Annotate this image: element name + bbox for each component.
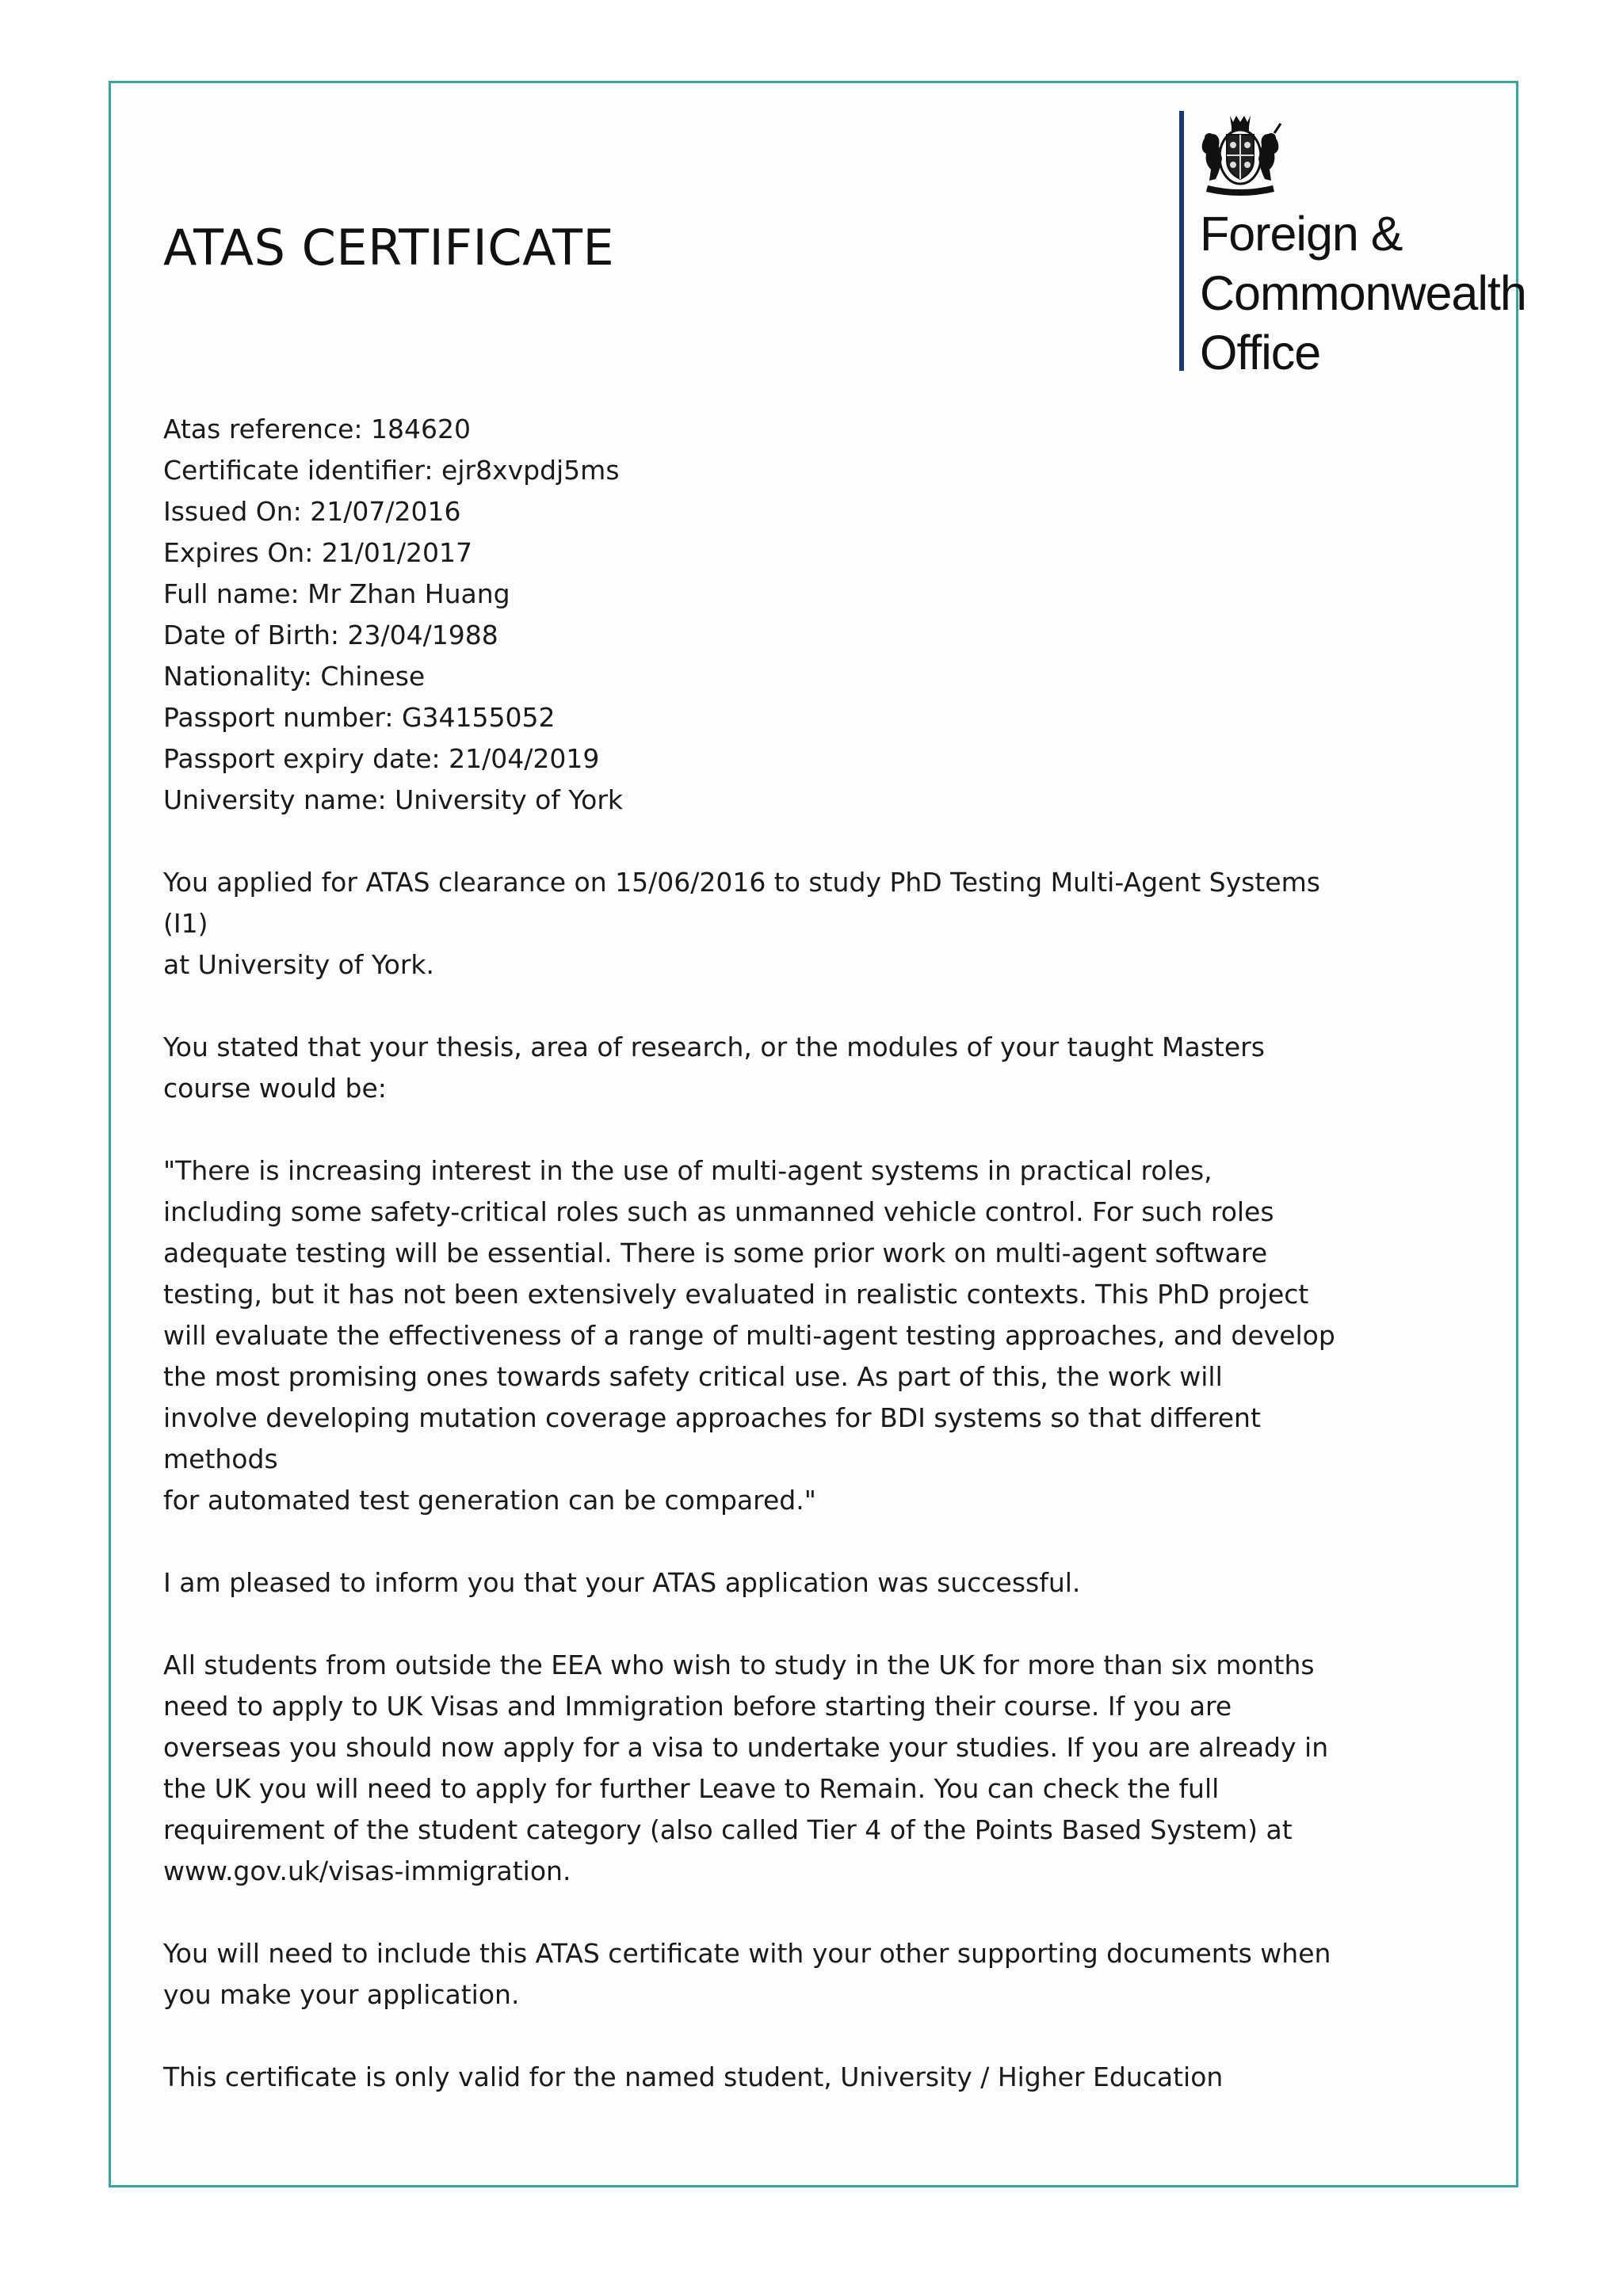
expires-on: Expires On: 21/01/2017 xyxy=(163,537,473,568)
research-statement-intro: You stated that your thesis, area of research, or the modules of your taught Masters course would be: xyxy=(163,1032,1265,1104)
logo-line-2: Commonwealth xyxy=(1200,266,1526,320)
logo-wordmark xyxy=(1200,204,1526,383)
validity-note: This certificate is only valid for the named student, University / Higher Education xyxy=(163,2061,1224,2092)
research-quote: "There is increasing interest in the use of multi-agent systems in practical roles, including some safety-critical roles such as unmanned vehicle control. For such roles adequate testing will be essential. There is some prior work on multi-agent software testing, but it has not been extensively evaluated in realistic contexts. This PhD project will evaluate the effectiveness of a range of multi-agent testing approaches, and develop the most promising ones towards safety critical use. As part of this, the work will involve developing mutation coverage approaches for BDI systems so that different methods for automated test generation can be compared." xyxy=(163,1155,1335,1516)
fco-logo xyxy=(1179,111,1526,379)
applicant-details xyxy=(163,409,1352,821)
full-name: Full name: Mr Zhan Huang xyxy=(163,578,510,609)
certificate-body xyxy=(163,409,1352,2098)
visa-guidance: All students from outside the EEA who wish to study in the UK for more than six months need to apply to UK Visas and Immigration before starting their course. If you are overseas you should now apply for a visa to undertake your studies. If you are already in the UK you will need to apply for further Leave to Remain. You can check the full requirement of the student category (also called Tier 4 of the Points Based System) at www.gov.uk/visas-immigration. xyxy=(163,1650,1329,1886)
issued-on: Issued On: 21/07/2016 xyxy=(163,496,461,527)
include-certificate-note: You will need to include this ATAS certificate with your other supporting documents when you make your application. xyxy=(163,1938,1331,2010)
passport-expiry-date: Passport expiry date: 21/04/2019 xyxy=(163,743,600,774)
certificate-identifier: Certificate identifier: ejr8xvpdj5ms xyxy=(163,455,620,486)
logo-line-3: Office xyxy=(1200,326,1321,379)
passport-number: Passport number: G34155052 xyxy=(163,702,556,733)
logo-divider-bar xyxy=(1179,111,1184,371)
royal-coat-of-arms-icon xyxy=(1197,111,1284,198)
date-of-birth: Date of Birth: 23/04/1988 xyxy=(163,620,498,650)
page-title: ATAS CERTIFICATE xyxy=(163,219,615,277)
application-paragraph: You applied for ATAS clearance on 15/06/2016 to study PhD Testing Multi-Agent Systems (I1) at University of York. xyxy=(163,867,1320,980)
university-name: University name: University of York xyxy=(163,784,624,815)
success-message: I am pleased to inform you that your ATAS application was successful. xyxy=(163,1567,1081,1598)
atas-reference: Atas reference: 184620 xyxy=(163,414,471,444)
nationality: Nationality: Chinese xyxy=(163,661,426,692)
logo-line-1: Foreign & xyxy=(1200,207,1403,261)
